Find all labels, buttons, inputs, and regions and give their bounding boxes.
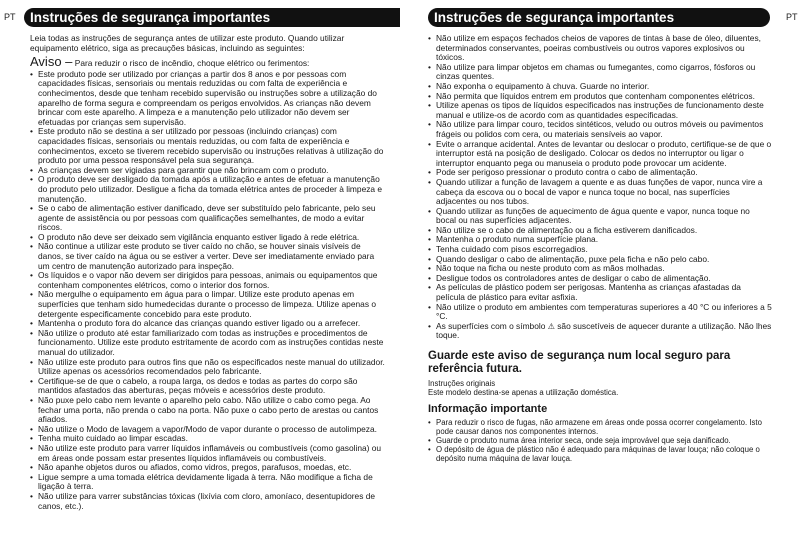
list-item: • Quando utilizar a função de lavagem a quente e as duas funções de vapor, nunca vire a cabeça da escova ou o bocal de vapor e nunca toque no bocal, nas superfícies adjacentes ou nos tubos. [428,178,772,207]
intro-paragraph: Leia todas as instruções de segurança antes de utilizar este produto. Quando utilizar equipamento elétrico, siga as precauções básicas, incluindo as seguintes: [30,33,345,53]
important-info-list [428,418,772,463]
list-item: • Não utilize o produto até estar familiarizado com todas as instruções e procedimentos de funcionamento. Utilize este produto estritamente de acordo com as instruções contidas neste manual do utilizador. [30,329,385,358]
list-item: • O produto deve ser desligado da tomada após a utilização e antes de efetuar a manutenção do produto pelo utilizador. Desligue a ficha da tomada elétrica antes de proceder à limpeza e manutenção. [30,175,385,204]
list-item: • Não utilize este produto para varrer líquidos inflamáveis ou combustíveis (como gasolina) ou em áreas onde possam estar presentes líquidos inflamáveis ou combustíveis. [30,444,385,463]
list-item: • Mantenha o produto numa superfície plana. [428,235,772,245]
list-item: • Não continue a utilizar este produto se tiver caído no chão, se houver sinais visíveis de danos, se tiver caído na água ou se estiver a verter. Deve ser imediatamente enviado para um centro de manutenção autorizado para inspeção. [30,242,385,271]
right-page [400,0,800,541]
list-item: • Não utilize para limpar objetos em chamas ou fumegantes, como cigarros, fósforos ou cinzas quentes. [428,63,772,82]
important-info-heading: Informação importante [428,403,548,415]
list-item-symbol [428,322,772,341]
symbol-text-post: são suscetíveis de aquecer durante a utilização. Não lhes toque. [436,320,772,341]
domestic-use-note: Este modelo destina-se apenas a utilização doméstica. [428,388,619,397]
list-item: • Ligue sempre a uma tomada elétrica devidamente ligada à terra. Não modifique a ficha de ligação à terra. [30,473,385,492]
list-item: • Não toque na ficha ou neste produto com as mãos molhadas. [428,264,772,274]
list-item: • Este produto pode ser utilizado por crianças a partir dos 8 anos e por pessoas com capacidades físicas, sensoriais ou mentais reduzidas ou com falta de experiência e conhecimentos, desde que tenham recebido supervisão ou instruções sobre a utilização do aparelho de forma segura e compreendam os perigos envolvidos. As crianças não devem brincar com este aparelho. A limpeza e a manutenção pelo utilizador não devem ser efetuadas por crianças sem supervisão. [30,70,385,128]
list-item: • Certifique-se de que o cabelo, a roupa larga, os dedos e todas as partes do corpo são mantidos afastados das aberturas, peças móveis e acessórios deste produto. [30,377,385,396]
list-item: • Não utilize se o cabo de alimentação ou a ficha estiverem danificados. [428,226,772,236]
hot-surface-warning-icon: ⚠ [547,321,555,331]
list-item: • Para reduzir o risco de fugas, não armazene em áreas onde possa ocorrer congelamento. Isto pode causar danos nos componentes internos. [428,418,772,436]
list-item: • Quando desligar o cabo de alimentação, puxe pela ficha e não pelo cabo. [428,255,772,265]
list-item: • As películas de plástico podem ser perigosas. Mantenha as crianças afastadas da película de plástico para evitar asfixia. [428,283,772,302]
section-title-bar: Instruções de segurança importantes [24,8,400,27]
list-item: • O depósito de água de plástico não é adequado para máquinas de lavar louça; não coloque o depósito numa máquina de lavar louça. [428,445,772,463]
list-item: • Não utilize o produto em ambientes com temperaturas superiores a 40 °C ou inferiores a 5 °C. [428,303,772,322]
list-item: • Não permita que líquidos entrem em produtos que contenham componentes elétricos. [428,92,772,102]
language-code: PT [786,12,798,22]
warning-text: Para reduzir o risco de incêndio, choque elétrico ou ferimentos: [72,58,310,69]
list-item: • Este produto não se destina a ser utilizado por pessoas (incluindo crianças) com capacidades físicas, sensoriais ou mentais reduzidas, ou com falta de experiência e conhecimentos, exceto se tiverem recebido supervisão ou instruções relativas à utilização do produto por uma pessoa responsável pela sua segurança. [30,127,385,165]
left-content [30,34,385,511]
left-safety-list [30,70,385,511]
list-item: • Não mergulhe o equipamento em água para o limpar. Utilize este produto apenas em superfícies que tenham sido humedecidas durante o processo de limpeza. Utilize apenas o detergente especificamente concebido para este produto. [30,290,385,319]
warning-word: Aviso – [30,54,73,70]
right-content [428,34,772,463]
list-item: • Não apanhe objetos duros ou afiados, como vidros, pregos, parafusos, moedas, etc. [30,463,385,473]
list-item: • Não utilize este produto para outros fins que não os especificados neste manual do utilizador. Utilize apenas os acessórios recomendados pelo fabricante. [30,358,385,377]
list-item: • Desligue todos os controladores antes de desligar o cabo de alimentação. [428,274,772,284]
list-item: • Guarde o produto numa área interior seca, onde seja improvável que seja danificado. [428,436,772,445]
list-item: • Não utilize o Modo de lavagem a vapor/Modo de vapor durante o processo de autolimpeza. [30,425,385,435]
list-item: • Não utilize em espaços fechados cheios de vapores de tintas à base de óleo, diluentes, determinados conservantes, poeiras combustíveis ou outros vapores explosivos ou tóxicos. [428,34,772,63]
list-item: • Utilize apenas os tipos de líquidos especificados nas instruções de funcionamento deste manual e utilize-os de acordo com as quantidades especificadas. [428,101,772,120]
list-item: • Evite o arranque acidental. Antes de levantar ou deslocar o produto, certifique-se de que o interruptor está na posição de desligado. Colocar os dedos no interruptor ou ligar o interruptor enquanto pega ou manuseia o produto pode provocar um acidente. [428,140,772,169]
list-item: • Não utilize para varrer substâncias tóxicas (lixívia com cloro, amoníaco, desentupidores de canos, etc.). [30,492,385,511]
language-code: PT [4,12,16,22]
list-item: • Os líquidos e o vapor não devem ser dirigidos para pessoas, animais ou equipamentos que contenham componentes elétricos, como o interior dos fornos. [30,271,385,290]
list-item: • As crianças devem ser vigiadas para garantir que não brincam com o produto. [30,166,385,176]
warning-line [30,54,385,70]
keep-notice-heading: Guarde este aviso de segurança num local seguro para referência futura. [428,350,731,375]
list-item: • Se o cabo de alimentação estiver danificado, deve ser substituído pelo fabricante, pelo seu agente de assistência ou por pessoas com qualificações semelhantes, de modo a evitar riscos. [30,204,385,233]
original-instructions-label: Instruções originais [428,379,496,388]
list-item: • Pode ser perigoso pressionar o produto contra o cabo de alimentação. [428,168,772,178]
list-item: • Tenha muito cuidado ao limpar escadas. [30,434,385,444]
section-title-bar: Instruções de segurança importantes [428,8,770,27]
list-item: • Não puxe pelo cabo nem levante o aparelho pelo cabo. Não utilize o cabo como pega. Ao fechar uma porta, não prenda o cabo na porta. Não puxe o cabo perto de arestas ou cantos afiados. [30,396,385,425]
list-item: • Tenha cuidado com pisos escorregadios. [428,245,772,255]
list-item: • Mantenha o produto fora do alcance das crianças quando estiver ligado ou a arrefecer. [30,319,385,329]
symbol-text-pre: As superfícies com o símbolo [436,320,548,331]
list-item: • O produto não deve ser deixado sem vigilância enquanto estiver ligado à rede elétrica. [30,233,385,243]
right-safety-list [428,34,772,341]
list-item: • Não exponha o equipamento à chuva. Guarde no interior. [428,82,772,92]
list-item: • Quando utilizar as funções de aquecimento de água quente e vapor, nunca toque no bocal ou nas superfícies adjacentes. [428,207,772,226]
list-item: • Não utilize para limpar couro, tecidos sintéticos, veludo ou outros móveis ou pavimentos frágeis ou polidos com cera, ou materiais sensíveis ao vapor. [428,120,772,139]
